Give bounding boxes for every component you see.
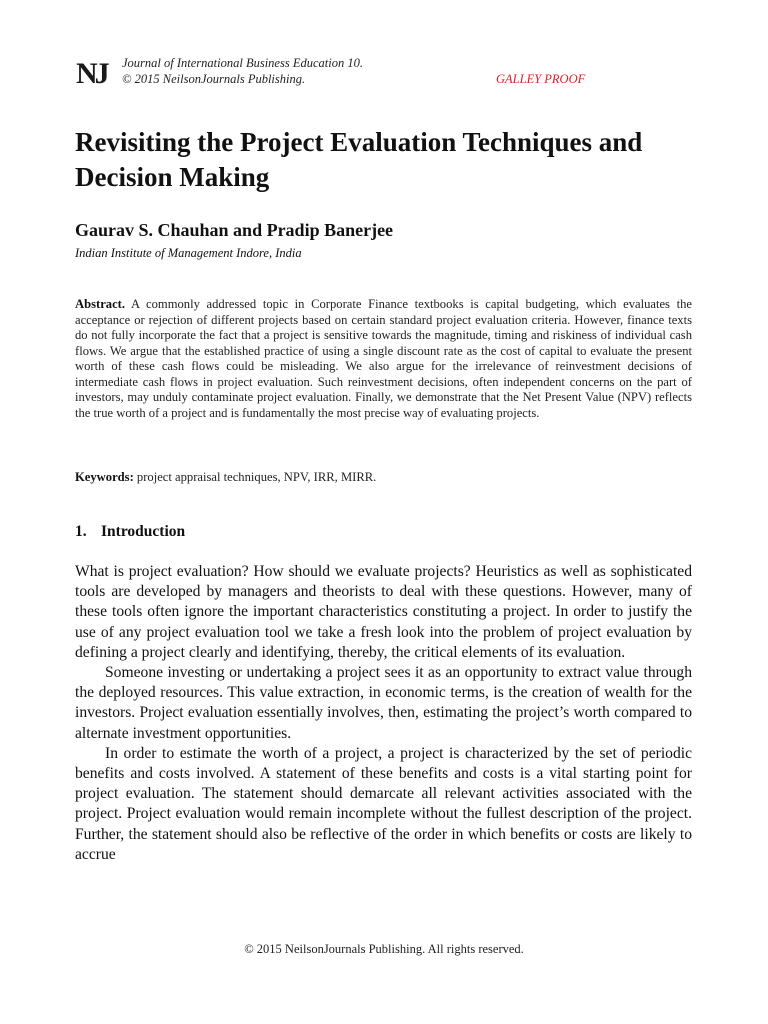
- section-heading: [75, 523, 185, 541]
- paper-title: Revisiting the Project Evaluation Techniques and Decision Making: [75, 127, 643, 192]
- keywords: [75, 470, 692, 485]
- paragraph: In order to estimate the worth of a project, a project is characterized by the set of periodic benefits and costs involved. A statement of these benefits and costs is a vital starting point for project evaluation. The statement should demarcate all relevant activities associated with the project. Project evaluation would remain incomplete without the fullest description of the project. Further, the statement should also be reflective of the order in which benefits or costs are likely to accrue: [75, 744, 692, 863]
- abstract-label: Abstract.: [75, 297, 126, 311]
- abstract-text: A commonly addressed topic in Corporate Finance textbooks is capital budgeting, which evaluates the acceptance or rejection of different projects based on certain standard project evaluation criteria. However, finance texts do not fully incorporate the fact that a project is sensitive towards the magnitude, timing and riskiness of individual cash flows. We argue that the established practice of using a single discount rate as the cost of capital to evaluate the present worth of these cash flows could be misleading. We also argue for the irrelevance of reinvestment decisions of intermediate cash flows in project evaluation. Such reinvestment decisions, often independent concerns on the part of investors, may unduly contaminate project evaluation. Finally, we demonstrate that the Net Present Value (NPV) reflects the true worth of a project and is fundamentally the most precise way of evaluating projects.: [75, 297, 692, 420]
- page-footer: © 2015 NeilsonJournals Publishing. All rights reserved.: [244, 942, 524, 956]
- keywords-label: Keywords:: [75, 470, 134, 484]
- galley-proof-label: GALLEY PROOF: [496, 72, 586, 86]
- journal-name: Journal of International Business Education 10.: [122, 56, 363, 70]
- publisher-logo: [76, 57, 116, 85]
- author-affiliation: Indian Institute of Management Indore, India: [75, 246, 302, 260]
- keywords-text: project appraisal techniques, NPV, IRR, MIRR.: [133, 470, 377, 484]
- paragraph: Someone investing or undertaking a project sees it as an opportunity to extract value through the deployed resources. This value extraction, in economic terms, is the creation of wealth for the investors. Project evaluation essentially involves, then, estimating the project’s worth compared to alternate investment opportunities.: [75, 664, 692, 742]
- logo-text: NJ: [76, 57, 107, 85]
- abstract: [75, 297, 692, 421]
- paragraph: What is project evaluation? How should we evaluate projects? Heuristics as well as sophisticated tools are developed by managers and theorists to deal with these questions. However, many of these tools often ignore the important characteristics constituting a project. In order to justify the use of any project evaluation tool we take a fresh look into the problem of project evaluation by defining a project clearly and identifying, thereby, the critical elements of its evaluation.: [75, 563, 692, 661]
- section-number: 1.: [75, 523, 87, 540]
- journal-copyright: © 2015 NeilsonJournals Publishing.: [122, 72, 306, 86]
- section-title: Introduction: [101, 523, 186, 540]
- body-text: [75, 562, 692, 865]
- paper-authors: Gaurav S. Chauhan and Pradip Banerjee: [75, 220, 394, 240]
